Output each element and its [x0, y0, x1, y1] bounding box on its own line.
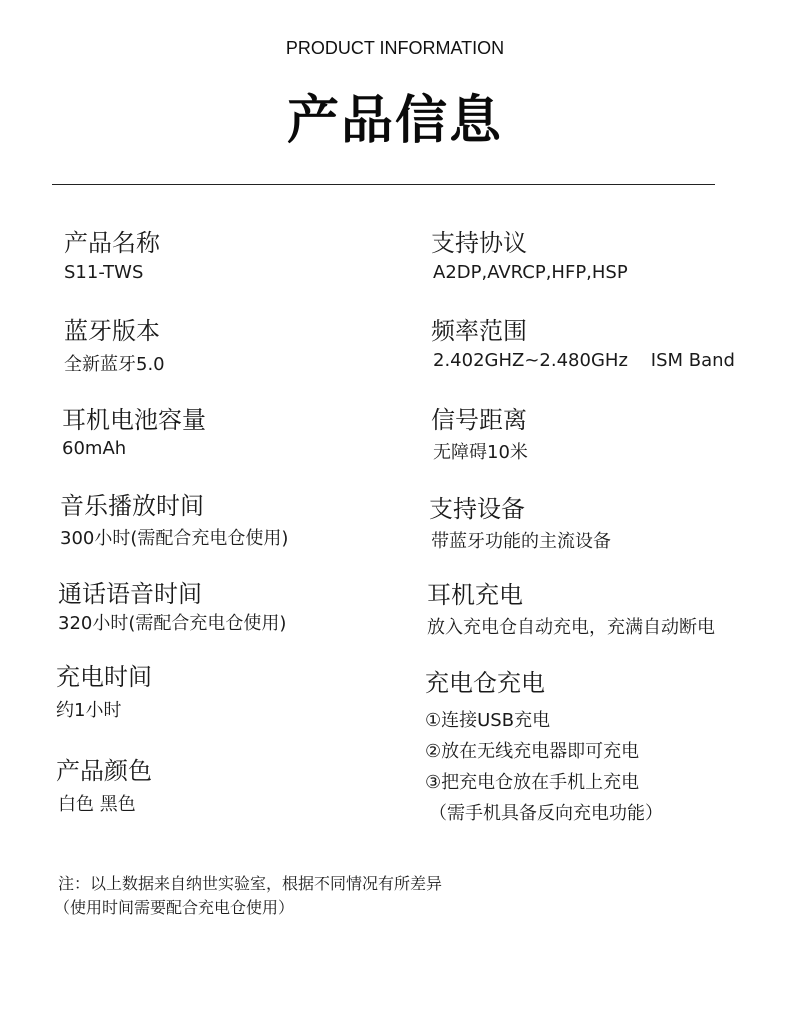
spec-label-battery-capacity: 耳机电池容量: [62, 406, 206, 434]
spec-label-talk-time: 通话语音时间: [58, 580, 202, 608]
spec-value-frequency-range: 2.402GHZ~2.480GHz ISM Band: [433, 350, 735, 371]
spec-value-supported-devices: 带蓝牙功能的主流设备: [431, 531, 611, 552]
spec-label-product-name: 产品名称: [64, 229, 160, 257]
page-title: 产品信息: [286, 91, 503, 151]
subtitle-en: PRODUCT INFORMATION: [285, 38, 505, 58]
spec-value-signal-range: 无障碍10米: [433, 442, 528, 463]
case-charging-method-3: ③把充电仓放在手机上充电: [425, 772, 640, 793]
footnote-line-2: （使用时间需要配合充电仓使用）: [54, 898, 295, 917]
spec-label-product-color: 产品颜色: [56, 757, 152, 785]
footnote-line-1: 注：以上数据来自纳世实验室，根据不同情况有所差异: [58, 874, 443, 893]
spec-value-charging-time: 约1小时: [56, 700, 122, 721]
spec-value-bluetooth-version: 全新蓝牙5.0: [64, 354, 165, 375]
case-charging-requirement-note: （需手机具备反向充电功能）: [429, 803, 663, 824]
spec-label-music-time: 音乐播放时间: [60, 492, 204, 520]
spec-value-music-time: 300小时(需配合充电仓使用): [60, 528, 289, 549]
spec-label-bluetooth-version: 蓝牙版本: [64, 317, 160, 345]
spec-label-frequency-range: 频率范围: [431, 317, 527, 345]
spec-value-protocols: A2DP,AVRCP,HFP,HSP: [433, 262, 628, 283]
spec-label-protocols: 支持协议: [431, 229, 527, 257]
spec-label-supported-devices: 支持设备: [429, 495, 525, 523]
spec-value-talk-time: 320小时(需配合充电仓使用): [58, 613, 287, 634]
case-charging-method-1: ①连接USB充电: [425, 710, 551, 731]
spec-label-case-charging: 充电仓充电: [425, 669, 545, 697]
spec-value-earbud-charging: 放入充电仓自动充电，充满自动断电: [427, 617, 715, 638]
spec-label-charging-time: 充电时间: [56, 663, 152, 691]
spec-value-battery-capacity: 60mAh: [62, 438, 127, 459]
spec-label-earbud-charging: 耳机充电: [427, 581, 523, 609]
spec-label-signal-range: 信号距离: [431, 406, 527, 434]
case-charging-method-2: ②放在无线充电器即可充电: [425, 741, 640, 762]
divider: [52, 184, 715, 185]
spec-value-product-name: S11-TWS: [64, 262, 144, 283]
spec-value-product-color: 白色 黑色: [58, 794, 136, 815]
